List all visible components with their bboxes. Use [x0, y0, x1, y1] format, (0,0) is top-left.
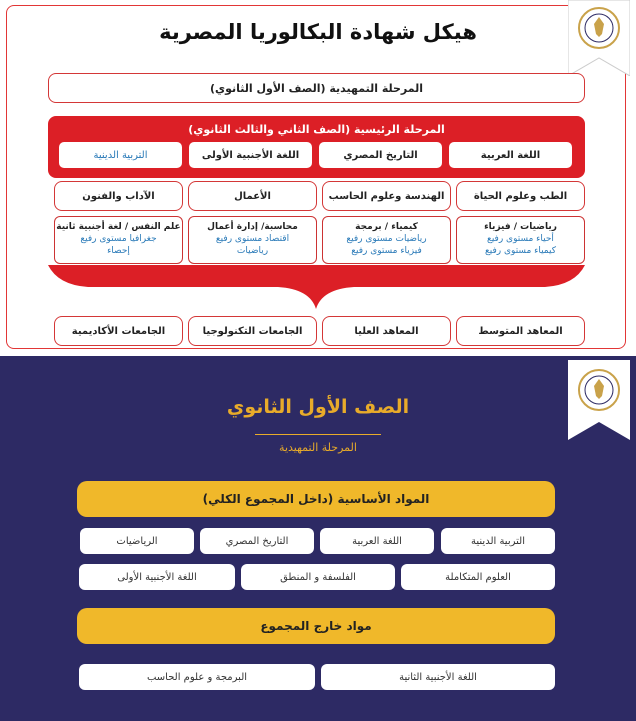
institution-technological: الجامعات التكنولوجيا [188, 316, 317, 346]
field-subject-level: إحصاء [107, 246, 130, 256]
field-subject-level: جغرافيا مستوى رفيع [80, 234, 157, 244]
title-divider [255, 434, 381, 435]
institution-higher: المعاهد العليا [322, 316, 451, 346]
subject-pill: الفلسفة و المنطق [241, 564, 395, 590]
field-subject-level: رياضيات [236, 246, 269, 256]
field-subject-level: كيمياء مستوى رفيع [484, 246, 557, 256]
field-arts: الآداب والفنون [54, 181, 183, 211]
field-subject-level: اقتصاد مستوى رفيع [215, 234, 290, 244]
subject-pill: الرياضيات [80, 528, 194, 554]
core-subject-history: التاريخ المصري [319, 142, 442, 168]
field-subject-level: رياضيات مستوى رفيع [346, 234, 427, 244]
field-subject-main: محاسبة/ إدارة أعمال [207, 222, 298, 232]
subject-pill: اللغة الأجنبية الثانية [321, 664, 555, 690]
first-year-subtitle: المرحلة التمهيدية [279, 441, 357, 454]
subject-pill: اللغة العربية [320, 528, 434, 554]
main-stage-title: المرحلة الرئيسية (الصف الثاني والثالث الثانوي) [188, 123, 445, 136]
field-business: الأعمال [188, 181, 317, 211]
subject-pill: التربية الدينية [441, 528, 555, 554]
field-subject-main: علم النفس / لغة أجنبية ثانية [56, 222, 181, 232]
field-subjects-medicine [456, 216, 585, 264]
institution-academic: الجامعات الأكاديمية [54, 316, 183, 346]
outside-subjects-header: مواد خارج المجموع [77, 608, 555, 644]
field-medicine: الطب وعلوم الحياة [456, 181, 585, 211]
ministry-logo-ribbon-2 [568, 360, 630, 440]
field-subjects-arts [54, 216, 183, 264]
prep-stage-box: المرحلة التمهيدية (الصف الأول الثانوي) [48, 73, 585, 103]
core-subjects-header: المواد الأساسية (داخل المجموع الكلي) [77, 481, 555, 517]
subject-pill: اللغة الأجنبية الأولى [79, 564, 235, 590]
main-stage-block [48, 116, 585, 178]
core-subject-foreign-lang: اللغة الأجنبية الأولى [189, 142, 312, 168]
field-subject-level: أحياء مستوى رفيع [487, 234, 554, 244]
structure-panel [0, 0, 636, 356]
field-subject-main: كيمياء / برمجة [355, 222, 418, 232]
institution-intermediate: المعاهد المتوسط [456, 316, 585, 346]
first-year-title: الصف الأول الثانوي [226, 396, 410, 418]
page-title: هيكل شهادة البكالوريا المصرية [159, 20, 477, 44]
field-subjects-engineering [322, 216, 451, 264]
field-subject-level: فيزياء مستوى رفيع [351, 246, 422, 256]
ministry-logo-ribbon [568, 0, 630, 76]
core-subject-religion: التربية الدينية [59, 142, 182, 168]
subject-pill: التاريخ المصري [200, 528, 314, 554]
field-subjects-business [188, 216, 317, 264]
core-subject-arabic: اللغة العربية [449, 142, 572, 168]
field-subject-main: رياضيات / فيزياء [484, 222, 557, 232]
subject-pill: البرمجة و علوم الحاسب [79, 664, 315, 690]
down-arrow-icon [48, 265, 585, 311]
subject-pill: العلوم المتكاملة [401, 564, 555, 590]
field-engineering: الهندسة وعلوم الحاسب [322, 181, 451, 211]
